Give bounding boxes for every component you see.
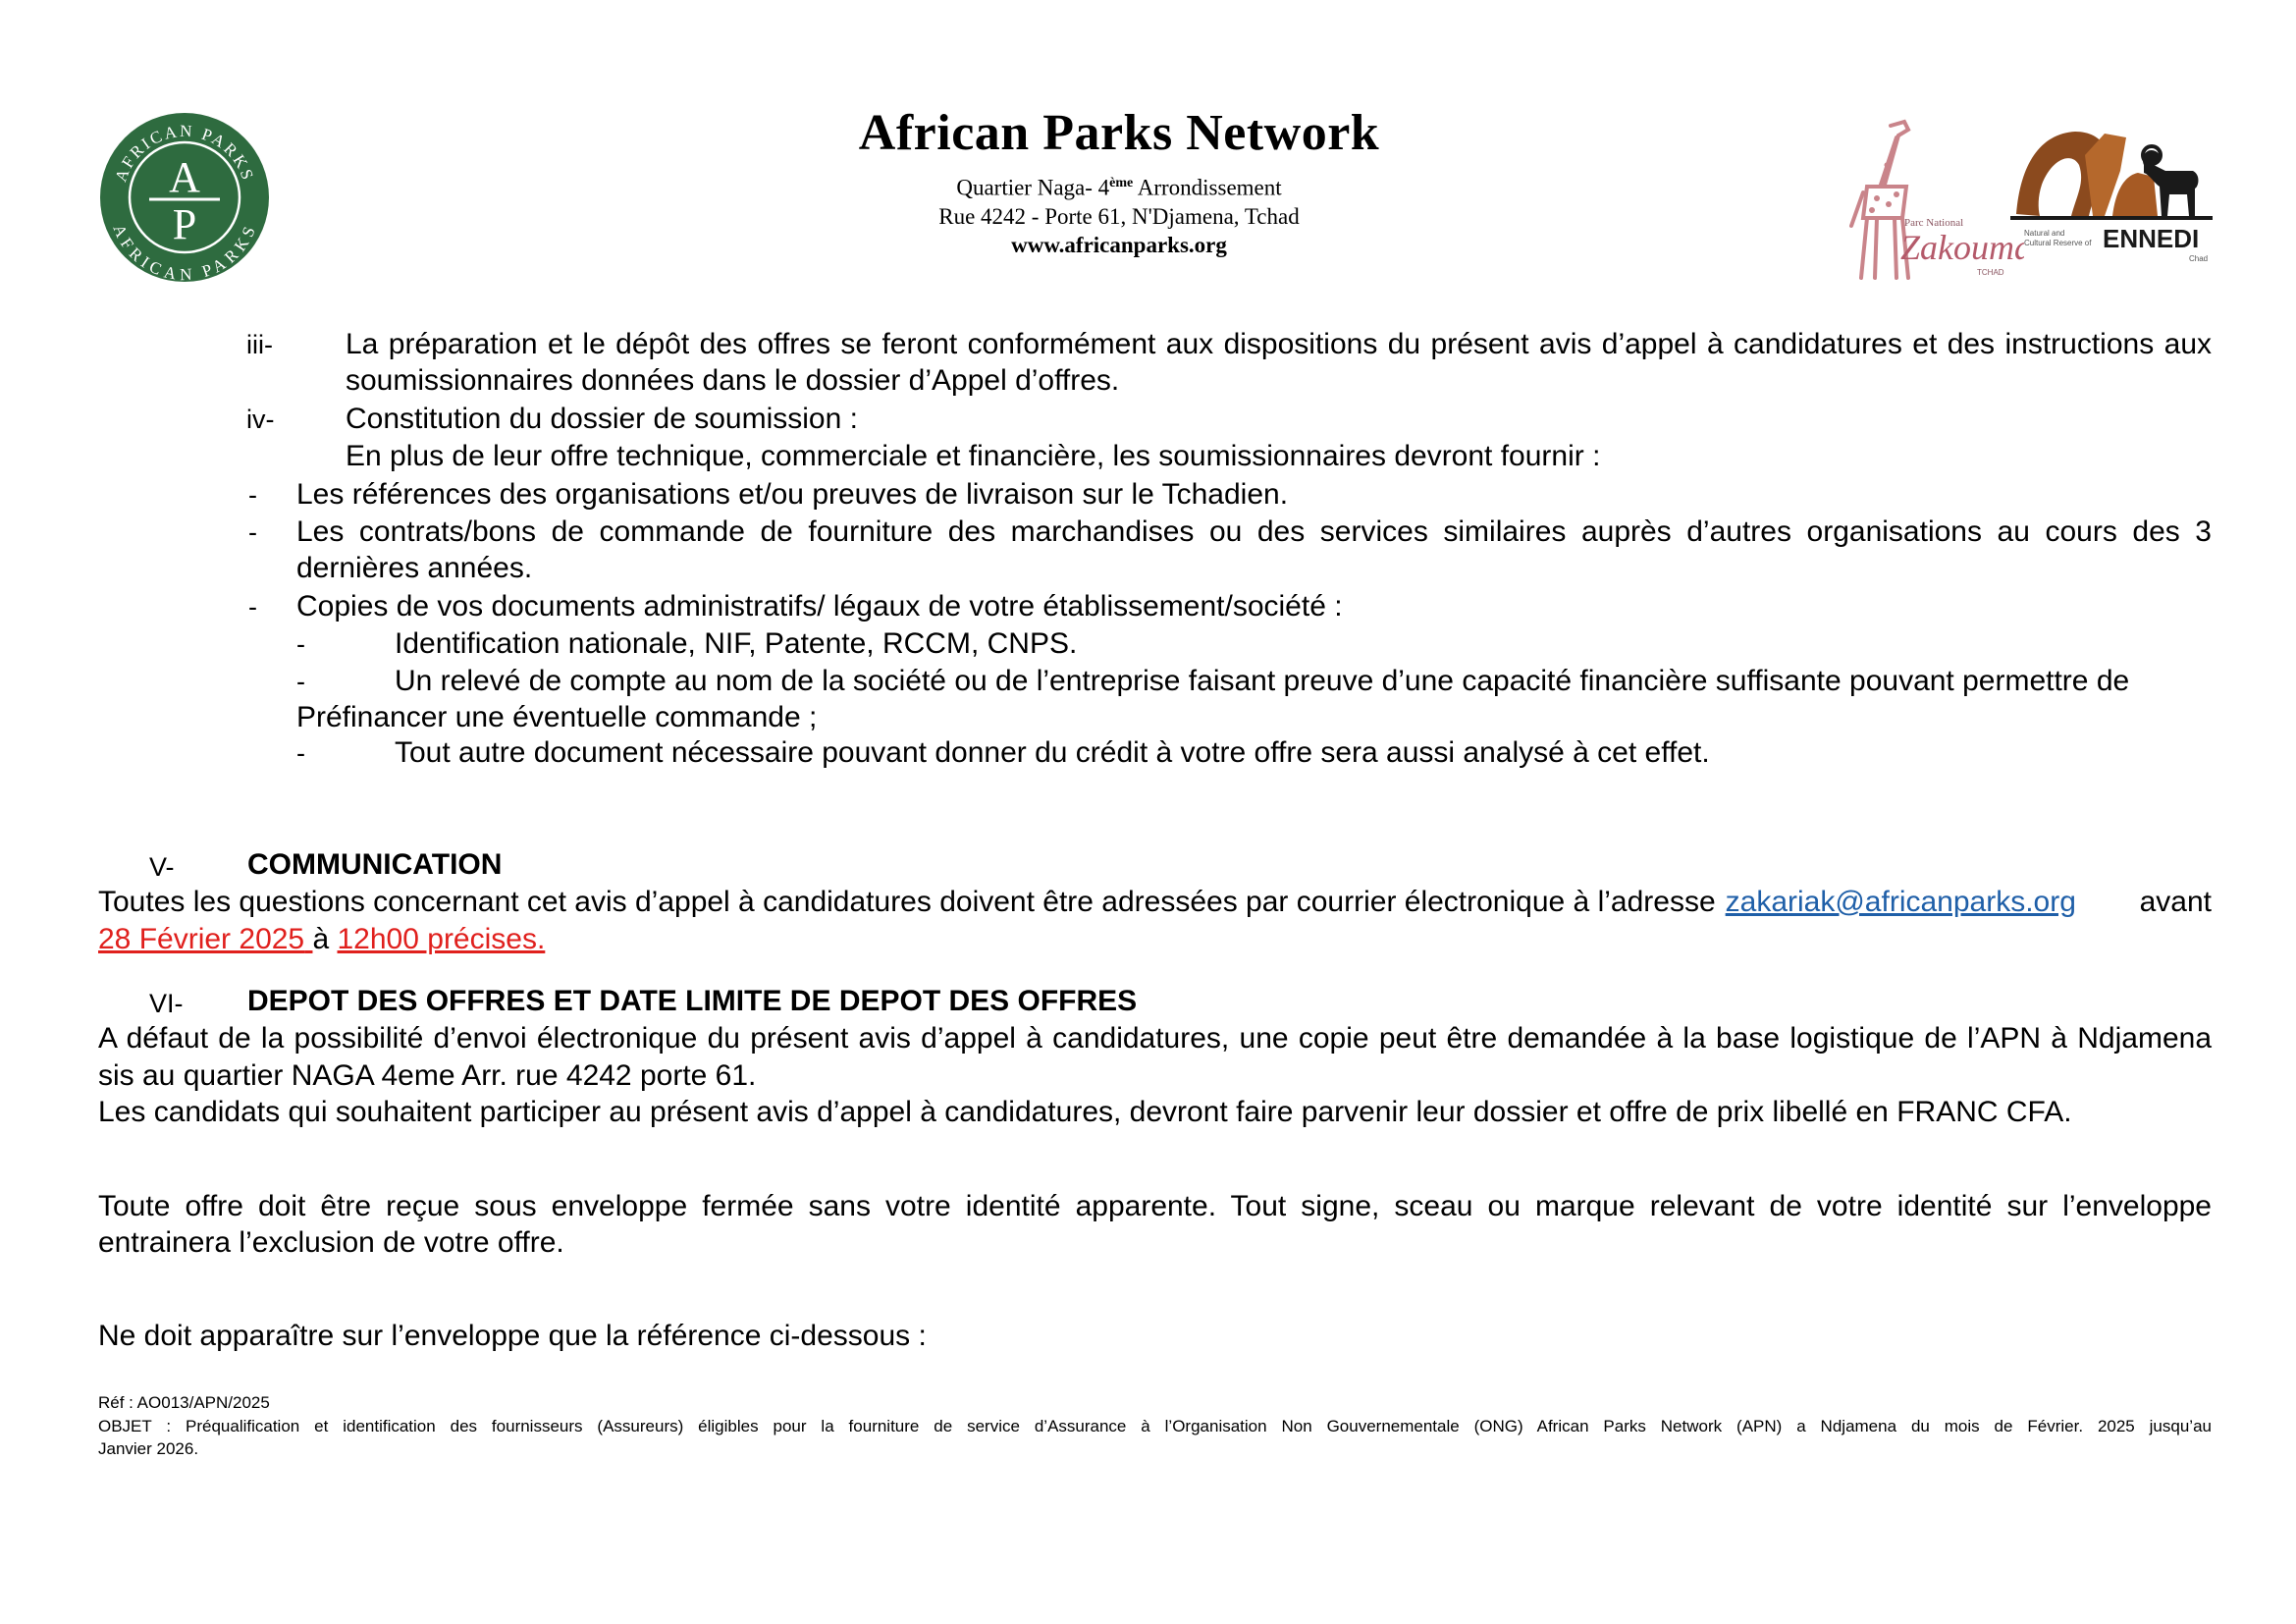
list-item-documents: Copies de vos documents administratifs/ légaux de votre établissement/société : bbox=[296, 590, 1343, 623]
ennedi-name: ENNEDI bbox=[2103, 224, 2200, 253]
sub-item-other-documents: Tout autre document nécessaire pouvant donner du crédit à votre offre sera aussi analysé à cet effet. bbox=[395, 736, 1710, 769]
section-v-line-1: Toutes les questions concernant cet avis d’appel à candidatures doivent être adressées par courrier électronique à l’adresse zakariak@africanparks.org avant bbox=[98, 884, 2212, 921]
section-vi-para-3-line-1: Toute offre doit être reçue sous enveloppe fermée sans votre identité apparente. Tout signe, sceau ou marque relevant de votre identité sur l’enveloppe bbox=[98, 1190, 2212, 1222]
african-parks-logo bbox=[98, 111, 271, 284]
deadline-date: 28 Février 2025 bbox=[98, 923, 305, 955]
list-item-marker: - bbox=[248, 592, 257, 622]
zakouma-sub: TCHAD bbox=[1977, 268, 2004, 277]
section-iii-line-2: soumissionnaires données dans le dossier d’Appel d’offres. bbox=[346, 364, 1120, 397]
address-line-1: Quartier Naga- 4ème Arrondissement bbox=[956, 175, 1282, 200]
list-item-marker: - bbox=[248, 517, 257, 547]
sub-item-marker: - bbox=[296, 667, 305, 696]
list-item-contracts: Les contrats/bons de commande de fourniture des marchandises ou des services similaires auprès d’autres organisations au cours des 3 bbox=[296, 515, 2212, 548]
list-item-contracts-cont: dernières années. bbox=[296, 552, 533, 584]
reference-number: Réf : AO013/APN/2025 bbox=[98, 1393, 270, 1412]
section-v-heading: COMMUNICATION bbox=[247, 848, 503, 881]
sub-item-identification: Identification nationale, NIF, Patente, RCCM, CNPS. bbox=[395, 627, 1078, 660]
svg-text:AFRICAN PARKS: AFRICAN PARKS bbox=[111, 121, 258, 185]
section-vi-para-2: Les candidats qui souhaitent participer au présent avis d’appel à candidatures, devront faire parvenir leur dossier et offre de prix libellé en FRANC CFA. bbox=[98, 1096, 2072, 1128]
zakouma-name: Zakouma bbox=[1900, 228, 2024, 267]
website: www.africanparks.org bbox=[1011, 232, 1227, 257]
section-iv-title: Constitution du dossier de soumission : bbox=[346, 403, 858, 435]
section-vi-para-1-line-1: A défaut de la possibilité d’envoi électronique du présent avis d’appel à candidatures, une copie peut être demandée à la base logistique de l’APN à Ndjamena bbox=[98, 1022, 2212, 1055]
zakouma-small-text: Parc National bbox=[1904, 217, 1964, 229]
email-link[interactable]: zakariak@africanparks.org bbox=[1725, 886, 2076, 918]
ennedi-sub: Chad bbox=[2189, 254, 2209, 263]
section-iv-intro: En plus de leur offre technique, commerciale et financière, les soumissionnaires devront fournir : bbox=[346, 440, 1601, 472]
list-item-marker: - bbox=[248, 480, 257, 510]
section-vi-para-3-line-2: entrainera l’exclusion de votre offre. bbox=[98, 1226, 564, 1259]
objet-line-1: OBJET : Préqualification et identification des fournisseurs (Assureurs) éligibles pour la fourniture de service d’Assurance à l’Organisation Non Gouvernementale (ONG) African Parks Network (APN) a Ndjamena du mois de Février. 2025 jusqu’au bbox=[98, 1417, 2212, 1435]
address-line-2: Rue 4242 - Porte 61, N'Djamena, Tchad bbox=[938, 203, 1300, 229]
organization-name: African Parks Network bbox=[858, 105, 1380, 161]
svg-text:P: P bbox=[172, 200, 197, 248]
section-v-deadline: 28 Février 2025 à 12h00 précises. bbox=[98, 923, 546, 955]
letterhead bbox=[785, 98, 1453, 259]
section-vi-para-4: Ne doit apparaître sur l’enveloppe que la référence ci-dessous : bbox=[98, 1320, 927, 1352]
svg-text:AFRICAN PARKS: AFRICAN PARKS bbox=[109, 221, 260, 284]
section-vi-para-1-line-2: sis au quartier NAGA 4eme Arr. rue 4242 porte 61. bbox=[98, 1059, 757, 1092]
sub-item-marker: - bbox=[296, 629, 305, 659]
ennedi-logo bbox=[2010, 126, 2213, 269]
deadline-time: 12h00 précises. bbox=[337, 923, 546, 955]
section-iv-marker: iv- bbox=[246, 405, 275, 434]
section-vi-heading: DEPOT DES OFFRES ET DATE LIMITE DE DEPOT DES OFFRES bbox=[247, 985, 1138, 1017]
section-iii-marker: iii- bbox=[246, 330, 273, 359]
ennedi-small-2: Cultural Reserve of bbox=[2024, 239, 2092, 247]
section-v-marker: V- bbox=[149, 852, 175, 882]
svg-text:A: A bbox=[169, 153, 200, 201]
sub-item-bank-statement: Un relevé de compte au nom de la société ou de l’entreprise faisant preuve d’une capacité financière suffisante pouvant permettre de bbox=[395, 665, 2130, 697]
section-iii-line-1: La préparation et le dépôt des offres se feront conformément aux dispositions du présent avis d’appel à candidatures et des instructions aux bbox=[346, 328, 2212, 360]
list-item-references: Les références des organisations et/ou preuves de livraison sur le Tchadien. bbox=[296, 478, 1289, 511]
sub-item-bank-statement-cont: Préfinancer une éventuelle commande ; bbox=[296, 701, 818, 733]
section-vi-marker: VI- bbox=[149, 989, 184, 1018]
sub-item-marker: - bbox=[296, 738, 305, 768]
objet-line-2: Janvier 2026. bbox=[98, 1439, 199, 1458]
ennedi-small-1: Natural and bbox=[2024, 229, 2065, 238]
zakouma-logo bbox=[1828, 116, 2024, 283]
